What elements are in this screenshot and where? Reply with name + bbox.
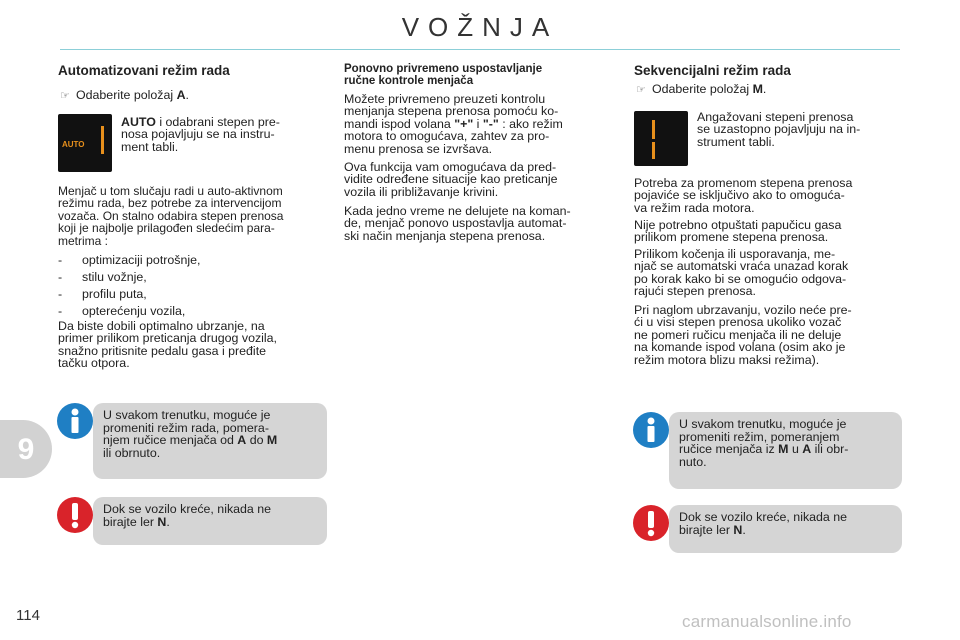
sequential-paragraph-2: Nije potrebno otpuštati papučicu gasa prilikom promene stepena prenosa. (634, 218, 842, 245)
section-heading-sequential: Sekvencijalni režim rada (634, 63, 791, 78)
warning-icon (57, 497, 93, 533)
info-icon (57, 403, 93, 439)
warning-icon (633, 505, 669, 541)
arrow-bullet-icon: ☞ (60, 90, 70, 102)
page-number: 114 (16, 607, 40, 624)
sequential-description: Angažovani stepeni prenosa se uzastopno pojavljuju na in- strument tabli. (697, 110, 861, 149)
auto-display-tile (58, 114, 112, 172)
override-paragraph-3: Kada jedno vreme ne delujete na koman- de, menjač ponovo uspostavlja automat- ski način menjanja stepena prenosa. (344, 204, 571, 243)
sequential-paragraph-3: Prilikom kočenja ili usporavanja, me- njač se automatski vraća unazad korak po korak kako bi se omogućio odgova- rajući stepen prenosa. (634, 247, 849, 299)
list-item: - opterećenju vozila, (58, 304, 186, 318)
section-heading-auto: Automatizovani režim rada (58, 63, 230, 78)
bullet-select-a: ☞ Odaberite položaj A. (60, 88, 189, 102)
auto-description: AUTO i odabrani stepen pre- nosa pojavljuju se na instru- ment tabli. (121, 115, 280, 154)
override-paragraph-1: Možete privremeno preuzeti kontrolu menjanja stepena prenosa pomoću ko- mandi ispod volana "+" i "-" : ako režim motora to omogućava, zahtev za pro- menu prenosa se izvršava. (344, 92, 563, 156)
info-note-auto: U svakom trenutku, moguće je promeniti režim rada, pomera- njem ručice menjača od A do M ili obrnuto. (93, 403, 327, 479)
chapter-number: 9 (17, 433, 35, 466)
list-item: - optimizaciji potrošnje, (58, 253, 201, 267)
sequential-paragraph-4: Pri naglom ubrzavanju, vozilo neće pre- ći u visi stepen prenosa ukoliko vozač ne pomeri ručicu menjača ili ne deluje na komande ispod volana (osim ako je režim motora blizu maksi režima). (634, 303, 852, 367)
sequential-display-tile (634, 111, 688, 166)
info-note-sequential: U svakom trenutku, moguće je promeniti režim, pomeranjem ručice menjača iz M u A ili obr- nuto. (669, 412, 902, 489)
auto-tile-label: AUTO (62, 140, 85, 149)
auto-paragraph-1: Menjač u tom slučaju radi u auto-aktivnom režimu rada, bez potrebe za intervencijom vozača. On stalno odabira stepen prenosa koji je najbolje prilagođen sledećim para- metrima : (58, 184, 284, 248)
gear-digit-icon (652, 120, 655, 139)
warning-note-auto: Dok se vozilo kreće, nikada ne birajte ler N. (93, 497, 327, 545)
list-item: - stilu vožnje, (58, 270, 147, 284)
arrow-bullet-icon: ☞ (636, 84, 646, 96)
auto-paragraph-2: Da biste dobili optimalno ubrzanje, na primer prilikom preticanja drugog vozila, snažno pritisnite pedalu gasa i pređite tačku otpora. (58, 319, 277, 371)
title-divider (60, 49, 900, 50)
bullet-select-m: ☞ Odaberite položaj M. (636, 82, 767, 96)
warning-note-sequential: Dok se vozilo kreće, nikada ne birajte ler N. (669, 505, 902, 553)
section-heading-manual-override: Ponovno privremeno uspostavljanje ručne kontrole menjača (344, 63, 543, 87)
gear-digit-icon (101, 126, 104, 154)
parameters-list (58, 254, 200, 322)
list-item: - profilu puta, (58, 287, 147, 301)
info-icon (633, 412, 669, 448)
watermark: carmanualsonline.info (682, 612, 852, 631)
sequential-paragraph-1: Potreba za promenom stepena prenosa pojaviće se isključivo ako to omogućа- va režim rada motora. (634, 176, 853, 215)
override-paragraph-2: Ova funkcija vam omogućava da pred- vidite određene situacije kao preticanje vozila ili približavanje krivini. (344, 160, 558, 199)
page-title: VOŽNJA (401, 12, 559, 42)
